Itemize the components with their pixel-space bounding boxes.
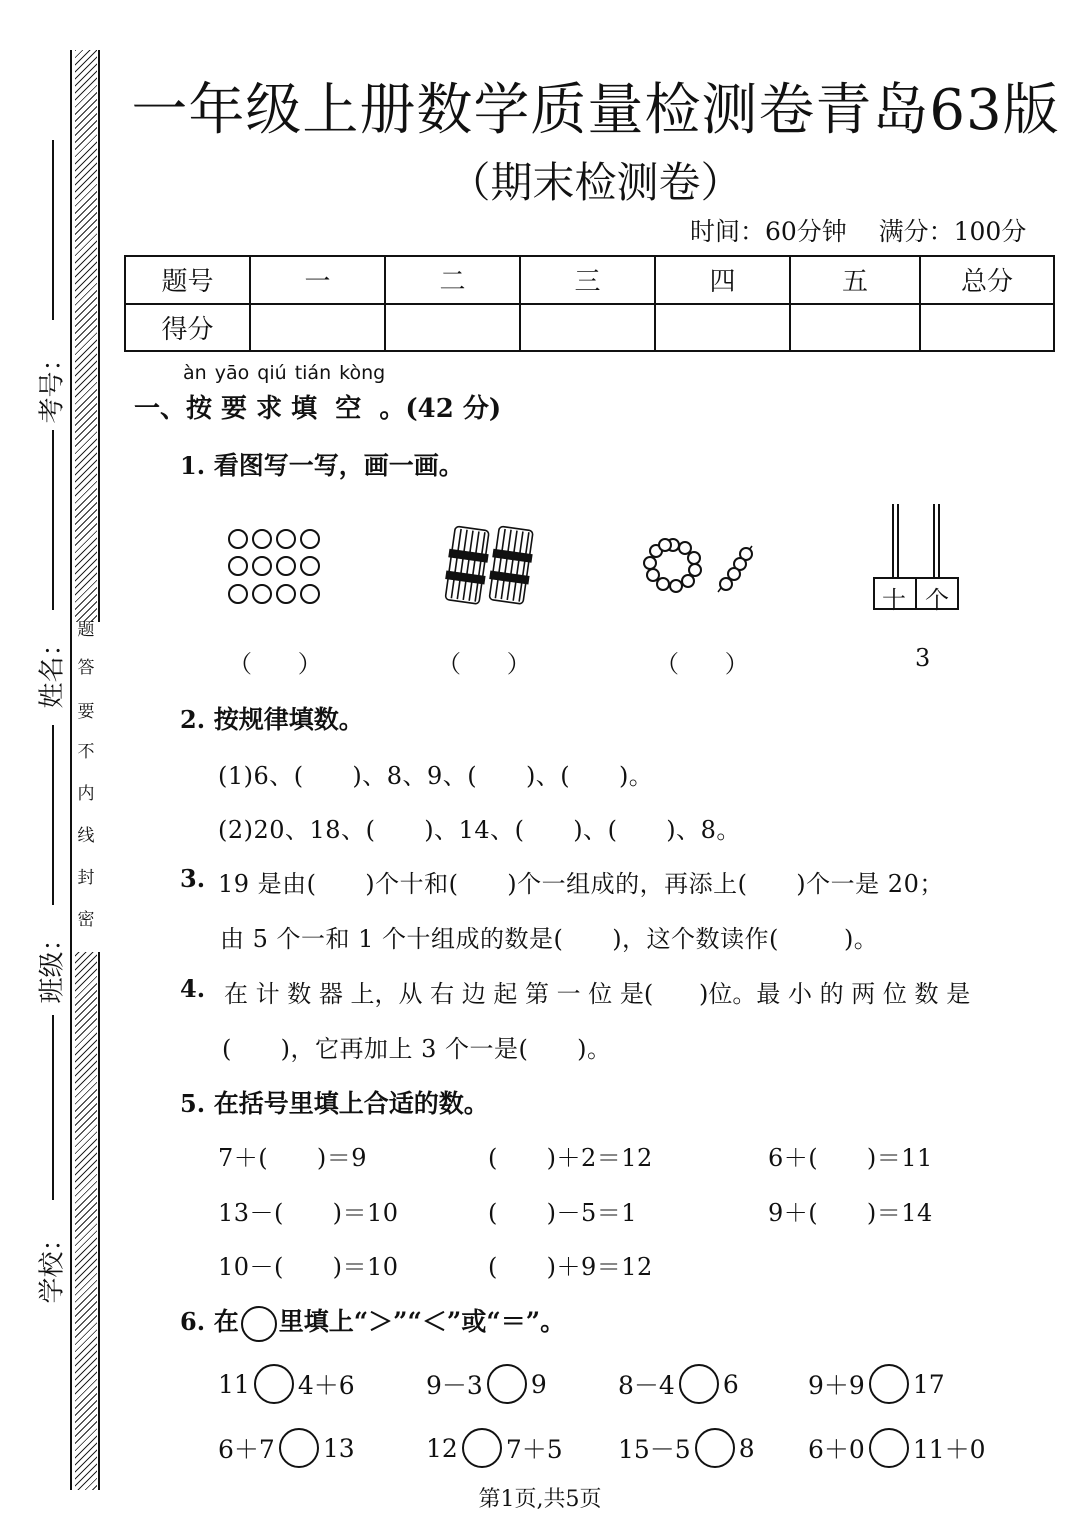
q6-text-post: 里填上“＞”“＜”或“＝”。 <box>278 1307 566 1336</box>
compare-circle-blank[interactable] <box>869 1364 909 1404</box>
stick-bundles-icon <box>440 524 540 606</box>
page-title: 一年级上册数学质量检测卷青岛63版 <box>131 78 1060 143</box>
compare-circle-blank[interactable] <box>462 1428 502 1468</box>
abacus-ones-label: 个 <box>925 586 949 614</box>
seal-char: 要 <box>77 702 95 722</box>
q6-text-pre: 在 <box>213 1307 239 1336</box>
compare-circle-blank[interactable] <box>487 1364 527 1404</box>
compare-right: 17 <box>912 1369 945 1399</box>
q5-equation[interactable]: ( )－5＝1 <box>488 1199 638 1227</box>
q6-compare-item <box>808 1428 986 1468</box>
school-label: 学校： <box>37 1225 68 1304</box>
score-row-label: 得分 <box>125 304 250 352</box>
score-cell-blank[interactable] <box>250 304 385 352</box>
q1-answer-blank[interactable]: （ ） <box>437 650 531 678</box>
section-title: 一、按 要 求 填 空 。(42 分) <box>134 394 502 424</box>
score-cell-header: 题号 <box>125 256 250 304</box>
q5-equation[interactable]: 10－( )＝10 <box>218 1253 399 1281</box>
q1-text: 看图写一写，画一画。 <box>213 451 464 480</box>
exam-no-label: 考号： <box>37 345 68 424</box>
q6-compare-item <box>618 1364 739 1404</box>
compare-circle-blank[interactable] <box>695 1428 735 1468</box>
score-cell-blank[interactable] <box>385 304 520 352</box>
q6-heading <box>180 1302 565 1342</box>
class-field[interactable] <box>52 725 54 905</box>
compare-left: 12 <box>426 1433 458 1463</box>
seal-char: 线 <box>77 826 95 846</box>
q3-line-1[interactable]: 19 是由( )个十和( )个一组成的，再添上( )个一是 20； <box>218 870 944 898</box>
compare-right: 4＋6 <box>297 1371 355 1400</box>
q1-answer-blank[interactable]: （ ） <box>655 650 749 678</box>
q3-number: 3. <box>180 864 206 893</box>
q2-sequence-1[interactable]: (1)6、( )、8、9、( )、( )。 <box>218 762 654 790</box>
q1-heading <box>180 446 464 482</box>
q2-sequence-2[interactable]: (2)20、18、( )、14、( )、( )、8。 <box>218 816 741 844</box>
seal-char: 内 <box>77 784 95 804</box>
q5-number: 5. <box>180 1089 206 1118</box>
score-cell-header: 三 <box>520 256 655 304</box>
q2-number: 2. <box>180 705 206 734</box>
score-cell-header: 五 <box>790 256 920 304</box>
seal-char: 不 <box>77 742 95 762</box>
compare-left: 6＋0 <box>808 1435 865 1464</box>
q5-equation[interactable]: 13－( )＝10 <box>218 1199 399 1227</box>
q4-line-1[interactable]: 在 计 数 器 上，从 右 边 起 第 一 位 是( )位。最 小 的 两 位 数 是 <box>224 980 971 1008</box>
q3-line-2[interactable]: 由 5 个一和 1 个十组成的数是( )，这个数读作( )。 <box>220 925 879 953</box>
page-subtitle: （期末检测卷） <box>448 158 743 207</box>
q2-text: 按规律填数。 <box>213 705 364 734</box>
time-score-info: 时间：60分钟 满分：100分 <box>690 217 1027 246</box>
score-cell-header: 一 <box>250 256 385 304</box>
q1-abacus-answer: 3 <box>915 644 931 672</box>
compare-right: 13 <box>322 1433 355 1463</box>
bead-strings-icon <box>640 536 760 602</box>
seal-text <box>72 622 100 952</box>
compare-circle-blank[interactable] <box>254 1364 294 1404</box>
exam-no-field[interactable] <box>52 140 54 320</box>
score-table-score-row <box>125 304 1054 352</box>
q4-number: 4. <box>180 974 206 1003</box>
score-cell-blank[interactable] <box>920 304 1054 352</box>
compare-right: 11＋0 <box>912 1435 986 1464</box>
q5-equation[interactable]: 7＋( )＝9 <box>218 1144 368 1172</box>
page-footer: 第1页,共5页 <box>478 1487 602 1512</box>
compare-circle-blank[interactable] <box>679 1364 719 1404</box>
section-pinyin: àn yāo qiú tián kòng <box>183 362 386 384</box>
q5-equation[interactable]: 9＋( )＝14 <box>768 1199 933 1227</box>
score-table-header-row <box>125 256 1054 304</box>
score-cell-blank[interactable] <box>790 304 920 352</box>
q6-compare-item <box>426 1364 547 1404</box>
name-field[interactable] <box>52 430 54 610</box>
compare-left: 11 <box>218 1369 250 1399</box>
q1-answer-blank[interactable]: （ ） <box>228 650 322 678</box>
compare-circle-blank[interactable] <box>279 1428 319 1468</box>
score-cell-header: 二 <box>385 256 520 304</box>
seal-char: 题 <box>77 620 95 640</box>
compare-left: 9－3 <box>426 1371 483 1400</box>
q6-compare-item <box>218 1364 355 1404</box>
q6-compare-item <box>808 1364 945 1404</box>
score-table <box>124 255 1055 352</box>
q5-heading <box>180 1084 489 1120</box>
compare-right: 7＋5 <box>505 1435 563 1464</box>
q2-heading <box>180 700 364 736</box>
score-cell-header: 四 <box>655 256 790 304</box>
q6-compare-item <box>618 1428 755 1468</box>
class-label: 班级： <box>37 925 68 1004</box>
score-cell-blank[interactable] <box>655 304 790 352</box>
q5-equation[interactable]: ( )＋2＝12 <box>488 1144 653 1172</box>
circles-grid-icon <box>220 522 330 610</box>
circle-icon <box>241 1306 277 1342</box>
q6-compare-item <box>218 1428 355 1468</box>
seal-char: 封 <box>77 868 95 888</box>
school-field[interactable] <box>52 1015 54 1200</box>
score-cell-header: 总分 <box>920 256 1054 304</box>
seal-char: 密 <box>77 910 95 930</box>
compare-left: 15－5 <box>618 1435 691 1464</box>
compare-left: 9＋9 <box>808 1371 865 1400</box>
compare-right: 6 <box>722 1369 739 1399</box>
q5-text: 在括号里填上合适的数。 <box>213 1089 489 1118</box>
q5-equation[interactable]: 6＋( )＝11 <box>768 1144 933 1172</box>
compare-circle-blank[interactable] <box>869 1428 909 1468</box>
compare-left: 6＋7 <box>218 1435 275 1464</box>
compare-left: 8－4 <box>618 1371 675 1400</box>
q4-line-2[interactable]: ( )，它再加上 3 个一是( )。 <box>222 1035 612 1063</box>
compare-right: 8 <box>738 1433 755 1463</box>
name-label: 姓名： <box>37 630 68 709</box>
q5-equation[interactable]: ( )＋9＝12 <box>488 1253 653 1281</box>
compare-right: 9 <box>530 1369 547 1399</box>
seal-char: 答 <box>77 658 95 678</box>
abacus-tens-label: 十 <box>882 586 906 614</box>
q6-number: 6. <box>180 1307 206 1336</box>
q1-number: 1. <box>180 451 206 480</box>
score-cell-blank[interactable] <box>520 304 655 352</box>
q6-compare-item <box>426 1428 563 1468</box>
